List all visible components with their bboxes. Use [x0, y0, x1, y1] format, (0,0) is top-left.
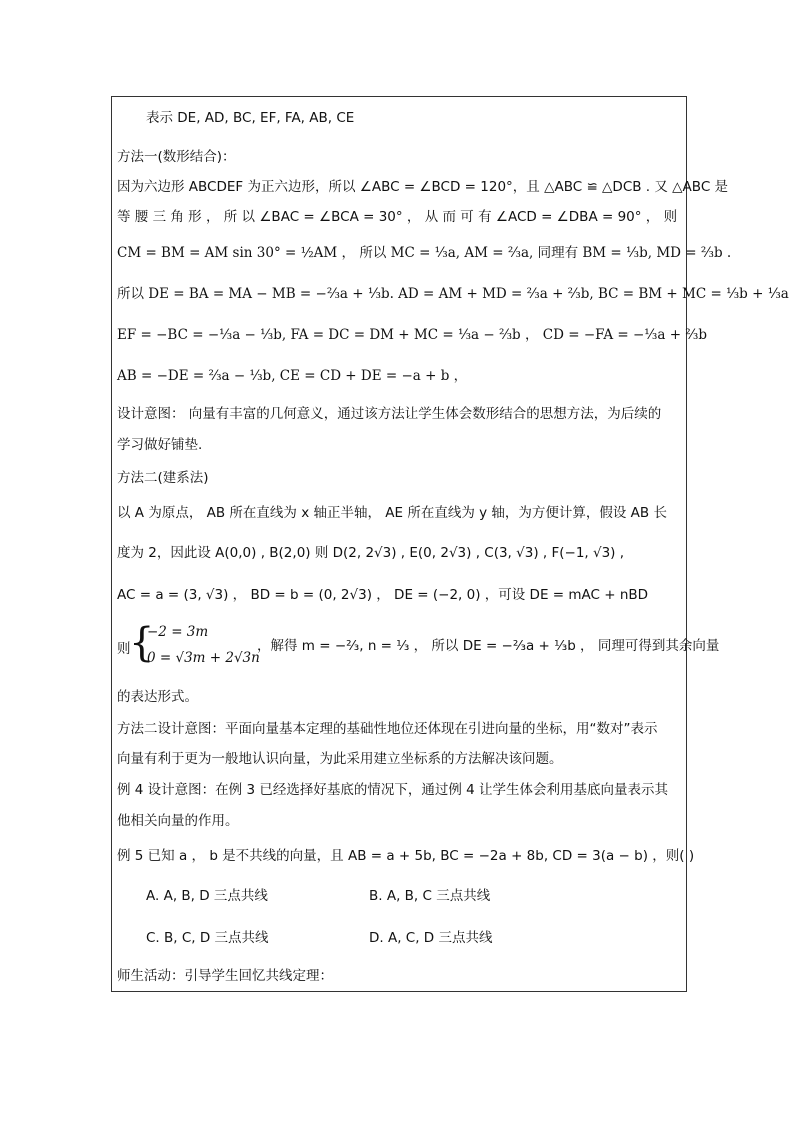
- coordinates-line: 度为 2，因此设 A(0,0) , B(2,0) 则 D(2, 2√3) , E(0, 2√3) , C(3, √3) , F(−1, √3) ,: [117, 545, 625, 561]
- method-two-heading: 方法二(建系法): [117, 470, 209, 486]
- then-label: 则: [117, 641, 131, 657]
- formula-line: AB = −DE = ⅔a − ⅓b, CE = CD + DE = −a + b ，: [117, 368, 468, 384]
- option-d: D. A, C, D 三点共线: [369, 930, 493, 946]
- equation-1: −2 = 3m: [147, 624, 209, 640]
- option-b: B. A, B, C 三点共线: [369, 888, 491, 904]
- vector-coordinates-line: AC = a = (3, √3) ， BD = b = (0, 2√3) ， DE = (−2, 0) ，可设 DE = mAC + nBD: [117, 587, 649, 603]
- equation-2: 0 = √3m + 2√3n: [147, 650, 260, 666]
- text-line: 以 A 为原点， AB 所在直线为 x 轴正半轴， AE 所在直线为 y 轴，为方便计算，假设 AB 长: [117, 505, 667, 521]
- design-intent-text: 学习做好铺垫.: [117, 437, 203, 453]
- example4-intent: 他相关向量的作用。: [117, 813, 239, 829]
- solution-text: ，解得 m = −⅔, n = ⅓ ， 所以 DE = −⅔a + ⅓b ， 同理可得到其余向量: [257, 638, 720, 654]
- brace-symbol: {: [129, 620, 155, 666]
- text-line: 等 腰 三 角 形 ， 所 以 ∠BAC = ∠BCA = 30° ， 从 而 可 有 ∠ACD = ∠DBA = 90° ， 则: [117, 209, 678, 225]
- vector-list-line: 表示 DE, AD, BC, EF, FA, AB, CE: [146, 110, 355, 126]
- formula-line: 所以 DE = BA = MA − MB = −⅔a + ⅓b. AD = AM + MD = ⅔a + ⅔b, BC = BM + MC = ⅓b + ⅓a: [117, 286, 789, 302]
- method-one-heading: 方法一(数形结合)：: [117, 149, 236, 165]
- formula-line: EF = −BC = −⅓a − ⅓b, FA = DC = DM + MC = ⅓a − ⅔b ， CD = −FA = −⅓a + ⅔b: [117, 327, 708, 343]
- option-a: A. A, B, D 三点共线: [146, 888, 268, 904]
- text-line: 的表达形式。: [117, 689, 198, 705]
- activity-line: 师生活动：引导学生回忆共线定理：: [117, 968, 333, 984]
- option-c: C. B, C, D 三点共线: [146, 930, 269, 946]
- design-intent-text: 设计意图： 向量有丰富的几何意义，通过该方法让学生体会数形结合的思想方法，为后续的: [117, 406, 662, 422]
- example5-question: 例 5 已知 a ， b 是不共线的向量，且 AB = a + 5b, BC = −2a + 8b, CD = 3(a − b) ，则( ): [117, 848, 695, 864]
- text-line: 因为六边形 ABCDEF 为正六边形，所以 ∠ABC = ∠BCD = 120°，且 △ABC ≌ △DCB . 又 △ABC 是: [117, 179, 729, 195]
- formula-line: CM = BM = AM sin 30° = ½AM ， 所以 MC = ⅓a, AM = ⅔a, 同理有 BM = ⅓b, MD = ⅔b .: [117, 245, 732, 261]
- example4-intent: 例 4 设计意图：在例 3 已经选择好基底的情况下，通过例 4 让学生体会利用基底向量表示其: [117, 782, 669, 798]
- design-intent-text: 向量有利于更为一般地认识向量，为此采用建立坐标系的方法解决该问题。: [117, 751, 563, 767]
- design-intent-text: 方法二设计意图：平面向量基本定理的基础性地位还体现在引进向量的坐标，用“数对”表示: [117, 721, 658, 737]
